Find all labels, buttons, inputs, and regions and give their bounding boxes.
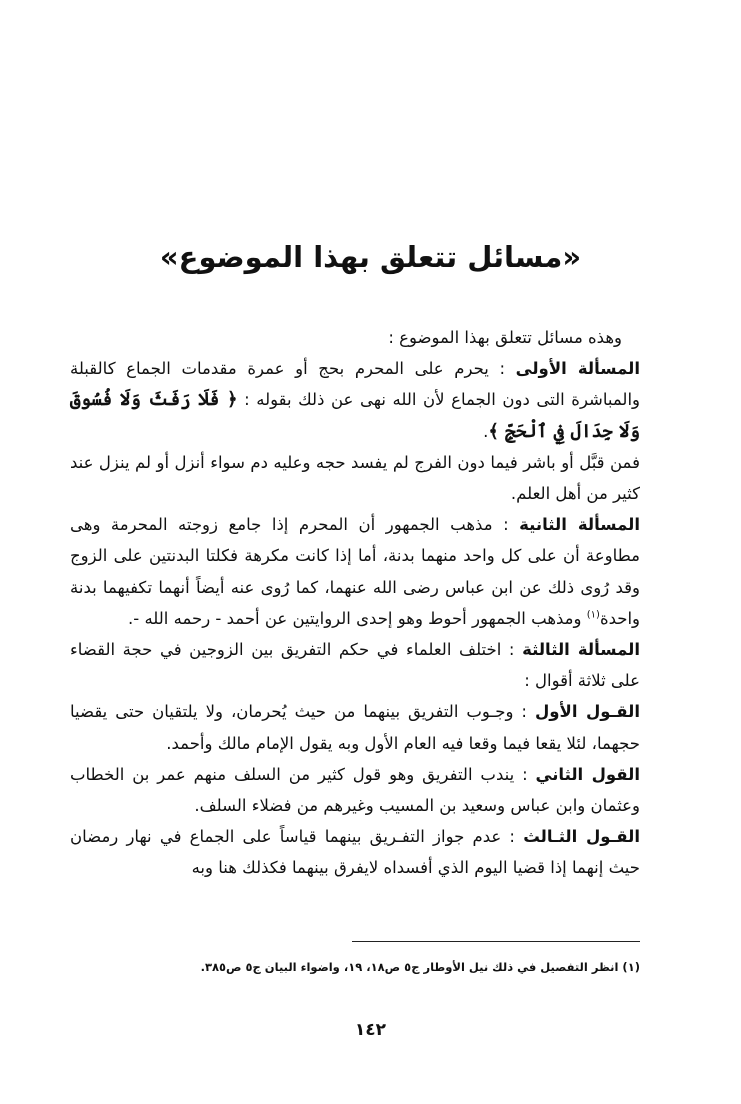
intro-paragraph: وهذه مسائل تتعلق بهذا الموضوع :: [388, 328, 622, 347]
issue-two-text: : مذهب الجمهور أن المحرم إذا جامع زوجته المحرمة وهى مطاوعة أن على كل واحد منهما بدنة، أما إذا كانت مكرهة فكلتا البدنتين على الزوج وقد رُوى ذلك عن ابن عباس رضى الله عنهما، كما رُوى عنه أيضاً أنهما تكفيهما بدنة واحدة: [70, 515, 640, 628]
issue-two-text-continued: ومذهب الجمهور أحوط وهو إحدى الروايتين عن أحمد - رحمه الله -.: [128, 608, 582, 628]
opinion-two-paragraph: [70, 759, 640, 821]
issue-two-paragraph: [70, 509, 640, 634]
kissing-paragraph: فمن قبَّل أو باشر فيما دون الفرج لم يفسد حجه وعليه دم سواء أنزل أو لم ينزل عند كثير من أهل العلم.: [70, 452, 640, 504]
footnote-marker[interactable]: (١): [586, 609, 600, 621]
issue-three-text: : اختلف العلماء في حكم التفريق بين الزوجين في حجة القضاء على ثلاثة أقوال :: [70, 640, 640, 691]
opinion-one-label: القـول الأول: [534, 702, 641, 722]
opinion-three-paragraph: [70, 821, 640, 883]
opinion-three-text: : عدم جواز التفـريق بينهما قياساً على الجماع في نهار رمضان حيث إنهما إذا قضيا اليوم الذي أفسداه لايفرق بينهما فكذلك هنا وبه: [70, 827, 640, 878]
issue-one-paragraph: [70, 353, 640, 447]
body-text: [70, 322, 640, 884]
opinion-two-text: : يندب التفريق وهو قول كثير من السلف منهم عمر بن الخطاب وعثمان وابن عباس وسعيد بن المسيب وغيرهم من فضلاء السلف.: [70, 764, 640, 816]
issue-two-label: المسألة الثانية: [519, 515, 640, 535]
issue-one-text: : يحرم على المحرم بحج أو عمرة مقدمات الجماع كالقبلة والمباشرة التى دون الجماع لأن الله نهى عن ذلك بقوله :: [70, 359, 640, 410]
quran-verse: ﴿ فَلَا رَفَثَ وَلَا فُسُوقَ وَلَا جِدَالَ فِي ٱلْحَجِّ ﴾: [70, 389, 640, 442]
chapter-title: «مسائل تتعلق بهذا الموضوع»: [159, 240, 582, 274]
opinion-one-paragraph: [70, 696, 640, 758]
footnote-divider: [352, 941, 640, 942]
opinion-one-text: : وجـوب التفريق بينهما من حيث يُحرمان، ولا يلتقيان حتى يقضيا حجهما، لئلا يقعا فيما وقعا فيه العام الأول وبه يقول الإمام مالك وأحمد.: [70, 702, 640, 753]
opinion-two-label: القول الثاني: [535, 764, 640, 784]
issue-three-paragraph: [70, 634, 640, 696]
opinion-three-label: القـول الثـالث: [523, 827, 641, 847]
issue-one-label: المسألة الأولى: [515, 359, 640, 379]
issue-three-label: المسألة الثالثة: [522, 640, 640, 660]
footnote: (١) انظر التفصيل في ذلك نيل الأوطار ج٥ ص١٨، ١٩، واضواء البيان ج٥ ص٣٨٥.: [200, 960, 640, 974]
issue-one-end: .: [483, 421, 489, 441]
page-number: ١٤٢: [354, 1020, 387, 1040]
